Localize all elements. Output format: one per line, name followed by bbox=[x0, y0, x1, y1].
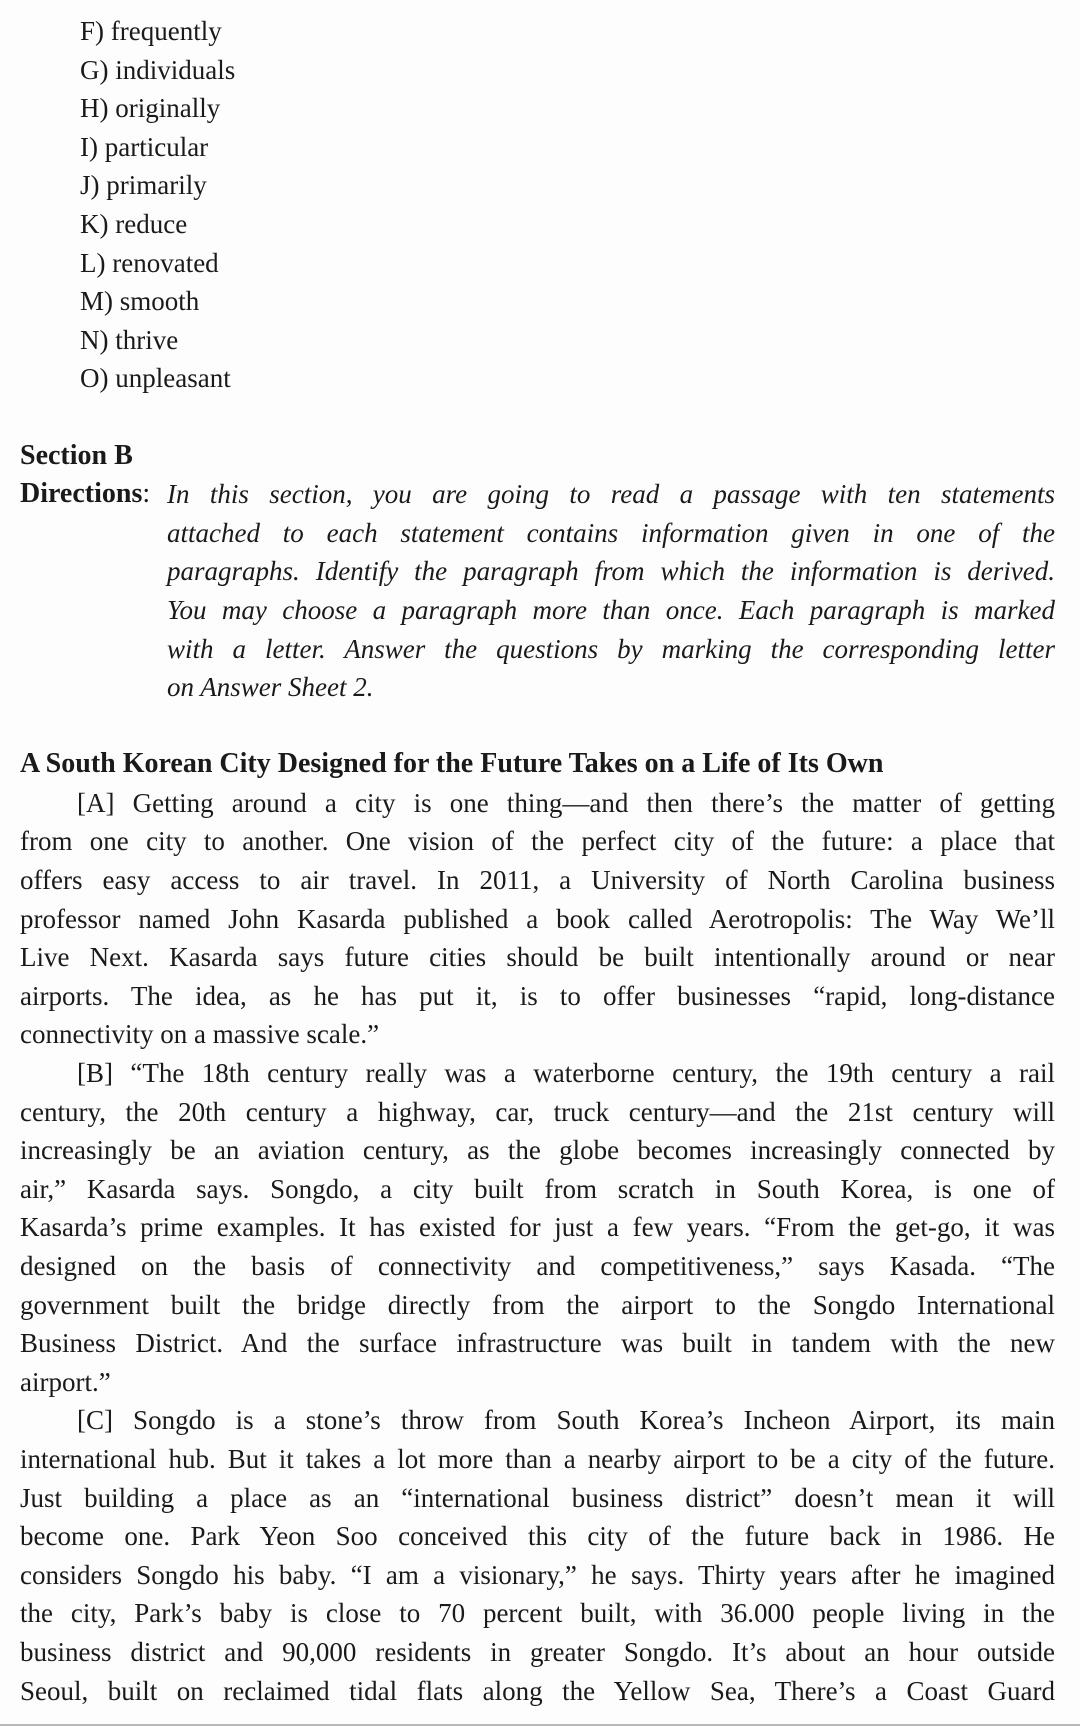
directions-line: on Answer Sheet 2. bbox=[167, 672, 374, 703]
paragraph-a bbox=[20, 784, 1055, 1054]
paragraph-a-line: Live Next. Kasarda says future cities should be built intentionally around or near bbox=[20, 942, 1055, 973]
paragraph-b-line: government built the bridge directly from the airport to the Songdo International bbox=[20, 1289, 1055, 1320]
paragraph-b-line: air,” Kasarda says. Songdo, a city built from scratch in South Korea, is one of bbox=[20, 1173, 1055, 1204]
word-bank-item: I) particular bbox=[80, 131, 209, 162]
word-bank-item: O) unpleasant bbox=[80, 363, 231, 394]
paragraph-b-line: airport.” bbox=[20, 1366, 111, 1397]
paragraph-b-line: [B] “The 18th century really was a waterborne century, the 19th century a rail bbox=[77, 1058, 1055, 1089]
paragraph-a-line: professor named John Kasarda published a book called Aerotropolis: The Way We’ll bbox=[20, 903, 1055, 934]
paragraph-a-line: airports. The idea, as he has put it, is to offer businesses “rapid, long-distance bbox=[20, 980, 1055, 1011]
directions-line: with a letter. Answer the questions by marking the corresponding letter bbox=[167, 633, 1055, 664]
word-bank-item: K) reduce bbox=[80, 208, 188, 239]
directions-label-text: Directions bbox=[20, 478, 143, 510]
word-bank-item: M) smooth bbox=[80, 286, 200, 317]
directions-line: You may choose a paragraph more than once. Each paragraph is marked bbox=[167, 594, 1055, 625]
word-bank-item: H) originally bbox=[80, 93, 221, 124]
paragraph-a-line: from one city to another. One vision of the perfect city of the future: a place that bbox=[20, 826, 1055, 857]
paragraph-b-line: designed on the basis of connectivity and competitiveness,” says Kasada. “The bbox=[20, 1251, 1055, 1281]
directions-text bbox=[167, 475, 1055, 707]
paragraph-b-line: century, the 20th century a highway, car, truck century—and the 21st century will bbox=[20, 1096, 1055, 1127]
section-b-heading: Section B bbox=[20, 439, 133, 471]
paragraph-c-line: considers Songdo his baby. “I am a visionary,” he says. Thirty years after he imagined bbox=[20, 1559, 1055, 1590]
paragraph-c-line: [C] Songdo is a stone’s throw from South Korea’s Incheon Airport, its main bbox=[77, 1405, 1055, 1436]
paragraph-c-line: Seoul, built on reclaimed tidal flats along the Yellow Sea, There’s a Coast Guard bbox=[20, 1675, 1055, 1706]
directions-colon: : bbox=[142, 478, 151, 510]
paragraph-c-line: Just building a place as an “international business district” doesn’t mean it will bbox=[20, 1482, 1055, 1513]
paragraph-c-line: international hub. But it takes a lot more than a nearby airport to be a city of the future. bbox=[20, 1443, 1055, 1474]
paragraph-b-line: Kasarda’s prime examples. It has existed for just a few years. “From the get-go, it was bbox=[20, 1212, 1055, 1243]
paragraph-a-line: [A] Getting around a city is one thing—and then there’s the matter of getting bbox=[77, 787, 1055, 818]
word-bank-item: J) primarily bbox=[80, 170, 207, 201]
paragraph-b bbox=[20, 1054, 1055, 1401]
word-bank-list bbox=[20, 12, 1055, 398]
directions-line: attached to each statement contains information given in one of the bbox=[167, 517, 1055, 548]
word-bank-item: F) frequently bbox=[80, 16, 222, 46]
directions-line: In this section, you are going to read a passage with ten statements bbox=[167, 479, 1055, 510]
paragraph-c-line: the city, Park’s baby is close to 70 percent built, with 36.000 people living in the bbox=[20, 1598, 1055, 1629]
passage-title: A South Korean City Designed for the Future Takes on a Life of Its Own bbox=[20, 748, 884, 780]
paragraph-b-line: Business District. And the surface infrastructure was built in tandem with the new bbox=[20, 1328, 1055, 1359]
paragraph-a-line: connectivity on a massive scale.” bbox=[20, 1019, 380, 1050]
paragraph-a-line: offers easy access to air travel. In 2011, a University of North Carolina business bbox=[20, 865, 1055, 896]
word-bank-item: G) individuals bbox=[80, 54, 236, 85]
paragraph-c-line: become one. Park Yeon Soo conceived this city of the future back in 1986. He bbox=[20, 1521, 1055, 1552]
paragraph-b-line: increasingly be an aviation century, as the globe becomes increasingly connected by bbox=[20, 1135, 1055, 1166]
word-bank-item: N) thrive bbox=[80, 324, 179, 355]
word-bank-item: L) renovated bbox=[80, 247, 219, 278]
directions-block bbox=[20, 475, 1055, 707]
paragraph-c bbox=[20, 1401, 1055, 1710]
directions-line: paragraphs. Identify the paragraph from which the information is derived. bbox=[167, 556, 1055, 587]
paragraph-c-line: business district and 90,000 residents in greater Songdo. It’s about an hour outside bbox=[20, 1636, 1055, 1667]
directions-label bbox=[20, 475, 167, 514]
